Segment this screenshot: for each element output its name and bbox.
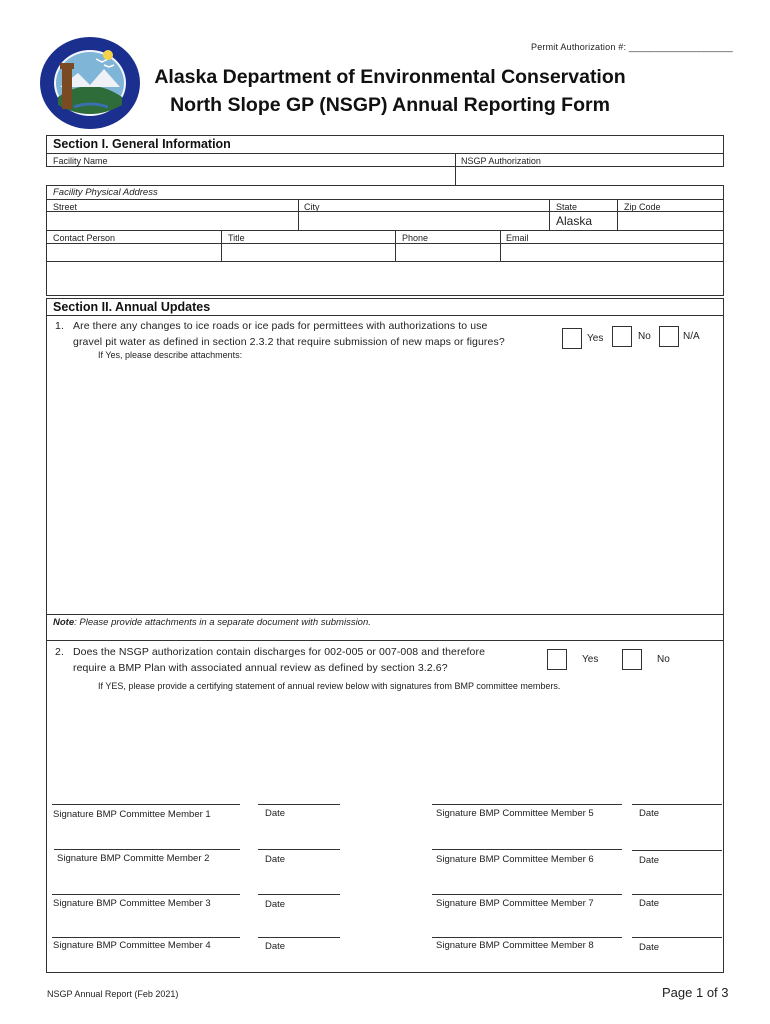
- question-2-number: 2.: [55, 646, 64, 658]
- phone-field[interactable]: [396, 244, 500, 261]
- date-line-member-3[interactable]: [258, 894, 340, 895]
- title-label: Title: [228, 233, 245, 243]
- facility-name-field[interactable]: [46, 166, 456, 186]
- signature-line-member-6[interactable]: [432, 849, 622, 850]
- q1-no-checkbox[interactable]: [612, 326, 632, 347]
- date-label-member-6: Date: [639, 855, 660, 866]
- q2-no-checkbox[interactable]: [622, 649, 642, 670]
- street-label: Street: [53, 202, 78, 212]
- signature-line-member-7[interactable]: [432, 894, 622, 895]
- date-label-member-4: Date: [265, 941, 286, 952]
- q1-attachments-description-field[interactable]: [47, 362, 723, 612]
- date-label-member-8: Date: [639, 942, 660, 953]
- state-label: State: [556, 202, 578, 212]
- contact-person-field[interactable]: [47, 244, 221, 261]
- attachment-note: Note: Please provide attachments in a separate document with submission.: [53, 617, 371, 628]
- signature-label-member-4: Signature BMP Committee Member 4: [53, 940, 211, 951]
- state-field[interactable]: Alaska: [556, 214, 593, 228]
- nsgp-authorization-label: NSGP Authorization: [461, 156, 541, 166]
- phone-label: Phone: [402, 233, 429, 243]
- question-1-subprompt: If Yes, please describe attachments:: [98, 350, 243, 360]
- email-field[interactable]: [501, 244, 724, 261]
- zip-code-label: Zip Code: [624, 202, 661, 212]
- page-title-line-2: North Slope GP (NSGP) Annual Reporting Form: [170, 94, 610, 116]
- question-2-line-1: Does the NSGP authorization contain discharges for 002-005 or 007-008 and therefore: [73, 646, 486, 658]
- nsgp-authorization-field[interactable]: [455, 166, 724, 186]
- page-title-line-1: Alaska Department of Environmental Conservation: [154, 66, 626, 88]
- contact-person-label: Contact Person: [53, 233, 116, 243]
- date-line-member-7[interactable]: [632, 894, 722, 895]
- signature-label-member-8: Signature BMP Committee Member 8: [436, 940, 594, 951]
- question-1-number: 1.: [55, 320, 64, 332]
- q1-yes-checkbox[interactable]: [562, 328, 582, 349]
- date-label-member-7: Date: [639, 898, 660, 909]
- date-label-member-2: Date: [265, 854, 286, 865]
- signature-line-member-8[interactable]: [432, 937, 622, 938]
- signature-label-member-6: Signature BMP Committee Member 6: [436, 854, 594, 865]
- question-2-subprompt: If YES, please provide a certifying statement of annual review below with signatures from BMP committee members.: [98, 681, 561, 691]
- signature-line-member-4[interactable]: [52, 937, 240, 938]
- date-label-member-1: Date: [265, 808, 286, 819]
- date-line-member-5[interactable]: [632, 804, 722, 805]
- date-label-member-3: Date: [265, 899, 286, 910]
- signature-label-member-3: Signature BMP Committee Member 3: [53, 898, 211, 909]
- title-field[interactable]: [222, 244, 395, 261]
- footer-report-label: NSGP Annual Report (Feb 2021): [47, 989, 179, 999]
- question-1-line-1: Are there any changes to ice roads or ice pads for permittees with authorizations to use: [73, 320, 488, 332]
- date-line-member-1[interactable]: [258, 804, 340, 805]
- signature-line-member-1[interactable]: [52, 804, 240, 805]
- q2-yes-label: Yes: [582, 654, 599, 665]
- facility-name-label: Facility Name: [53, 156, 108, 166]
- q1-na-checkbox[interactable]: [659, 326, 679, 347]
- city-label: City: [304, 202, 320, 212]
- signature-line-member-5[interactable]: [432, 804, 622, 805]
- facility-address-heading: Facility Physical Address: [53, 187, 158, 198]
- signature-line-member-2[interactable]: [54, 849, 240, 850]
- permit-authorization-label: Permit Authorization #: ____________________: [531, 42, 733, 52]
- section-2-heading: Section II. Annual Updates: [53, 300, 211, 314]
- q1-na-label: N/A: [683, 331, 700, 342]
- email-label: Email: [506, 233, 529, 243]
- city-field[interactable]: [299, 212, 549, 230]
- date-line-member-8[interactable]: [632, 937, 722, 938]
- footer-page-number: Page 1 of 3: [662, 985, 729, 1000]
- question-2-line-2: require a BMP Plan with associated annual review as defined by section 3.2.6?: [73, 662, 448, 674]
- signature-line-member-3[interactable]: [52, 894, 240, 895]
- signature-label-member-7: Signature BMP Committee Member 7: [436, 898, 594, 909]
- signature-label-member-1: Signature BMP Committee Member 1: [53, 809, 211, 820]
- street-field[interactable]: [47, 212, 298, 230]
- date-line-member-4[interactable]: [258, 937, 340, 938]
- date-label-member-5: Date: [639, 808, 660, 819]
- signature-label-member-2: Signature BMP Committe Member 2: [57, 853, 210, 864]
- zip-code-field[interactable]: [618, 212, 724, 230]
- date-line-member-2[interactable]: [258, 849, 340, 850]
- adec-seal-logo: [38, 35, 142, 131]
- q2-no-label: No: [657, 654, 670, 665]
- question-1-line-2: gravel pit water as defined in section 2.3.2 that require submission of new maps or figures?: [73, 336, 505, 348]
- signature-label-member-5: Signature BMP Committee Member 5: [436, 808, 594, 819]
- q1-no-label: No: [638, 331, 651, 342]
- section-1-heading: Section I. General Information: [53, 137, 231, 151]
- q2-yes-checkbox[interactable]: [547, 649, 567, 670]
- date-line-member-6[interactable]: [632, 850, 722, 851]
- q1-yes-label: Yes: [587, 333, 604, 344]
